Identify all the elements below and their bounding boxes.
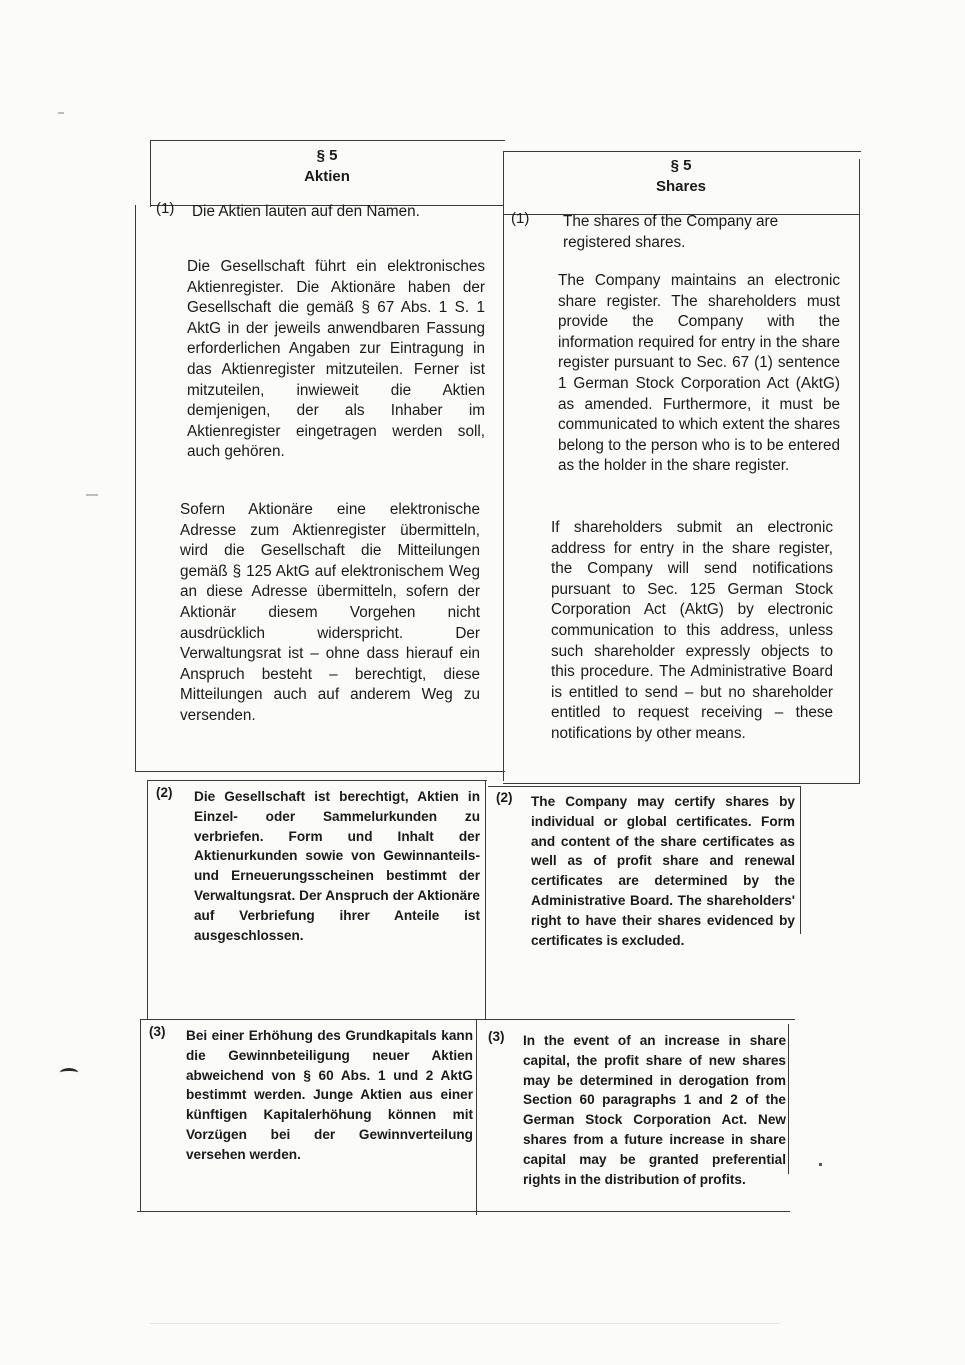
row3-german-number: (3)	[149, 1024, 166, 1039]
row2-german-paragraph: Die Gesellschaft ist berechtigt, Aktien in Einzel- oder Sammelurkunden zu verbriefen. Form und Inhalt der Aktienurkunden sowie von Gewinnanteils- und Erneuerungsscheinen bestimmt der Verwaltungsrat. Der Anspruch der Aktionäre auf Verbriefung ihrer Anteile ist ausgeschlossen.	[194, 789, 480, 943]
german-section-number: § 5	[316, 147, 338, 164]
row1-german-paragraph-1: Die Aktien lauten auf den Namen.	[192, 203, 420, 220]
row2-right-top-border	[488, 786, 800, 787]
table-top-border-right	[503, 151, 861, 152]
column-divider-row2	[485, 780, 486, 1020]
column-divider-row3	[476, 1019, 477, 1215]
english-section-header	[505, 155, 857, 197]
table-top-border-left	[150, 140, 505, 141]
row2-german-number: (2)	[156, 785, 173, 800]
row2-bottom-border	[140, 1019, 795, 1020]
row1-bottom-right	[503, 783, 860, 784]
row2-english-number: (2)	[496, 790, 513, 805]
row3-bottom-border	[137, 1211, 790, 1212]
table-left-border-row1	[135, 205, 136, 772]
row1-english-paragraph-1: The shares of the Company are registered shares.	[563, 213, 779, 251]
column-divider-row1	[503, 151, 504, 781]
scan-mark	[86, 494, 98, 496]
row1-english-paragraph-2: The Company maintains an electronic share register. The shareholders must provide the Company with the information required for entry in the share register pursuant to Sec. 67 (1) sentence 1 German Stock Corporation Act (AktG) as amended. Furthermore, it must be communicated to which extent the shares belong to the person who is to be entered as the holder in the share register.	[558, 272, 840, 475]
row3-english-number: (3)	[488, 1029, 505, 1044]
scan-mark	[60, 1068, 78, 1077]
row1-bottom-left	[135, 771, 505, 772]
scan-mark	[819, 1163, 822, 1166]
scan-mark	[58, 112, 64, 114]
german-section-title: Aktien	[304, 168, 350, 185]
row3-left-border	[140, 1019, 141, 1212]
scan-mark	[150, 1323, 780, 1324]
german-section-header	[152, 145, 502, 187]
row1-german-paragraph-2: Die Gesellschaft führt ein elektronisches Aktienregister. Die Aktionäre haben der Gesellschaft die gemäß § 67 Abs. 1 S. 1 AktG in der jeweils anwendbaren Fassung erforderlichen Angaben zur Eintragung in das Aktienregister mitzuteilen. Ferner ist mitzuteilen, inwieweit die Aktien demjenigen, der als Inhaber im Aktienregister eingetragen werden soll, auch gehören.	[187, 258, 485, 461]
row3-right-border	[788, 1024, 789, 1174]
row2-english-paragraph: The Company may certify shares by individual or global certificates. Form and content of the share certificates as well as of profit share and renewal certificates are determined by the Administrative Board. The shareholders' right to have their shares evidenced by certificates is excluded.	[531, 794, 795, 948]
row1-english-paragraph-3: If shareholders submit an electronic address for entry in the share register, the Company will send notifications pursuant to Sec. 125 German Stock Corporation Act (AktG) by electronic communication to this address, unless such shareholder expressly objects to this procedure. The Administrative Board is entitled to send – but no shareholder entitled to request receiving – these notifications by other means.	[551, 519, 833, 742]
row1-german-paragraph-3: Sofern Aktionäre eine elektronische Adresse zum Aktienregister übermitteln, wird die Gesellschaft die Mitteilungen gemäß § 125 AktG auf elektronischem Weg an diese Adresse übermitteln, sofern der Aktionär diesem Vorgehen nicht ausdrücklich widerspricht. Der Verwaltungsrat ist – ohne dass hierauf ein Anspruch besteht – berechtigt, diese Mitteilungen auch auf anderem Weg zu versenden.	[180, 501, 480, 724]
row1-english-number: (1)	[511, 210, 530, 227]
row2-top-border	[147, 780, 487, 781]
table-right-border-row1	[859, 159, 860, 784]
row1-german-number: (1)	[156, 200, 175, 217]
row2-left-border	[147, 780, 148, 1020]
row3-german-paragraph: Bei einer Erhöhung des Grundkapitals kann die Gewinnbeteiligung neuer Aktien abweichend von § 60 Abs. 1 und 2 AktG bestimmt werden. Junge Aktien aus einer künftigen Kapitalerhöhung können mit Vorzügen bei der Gewinnverteilung versehen werden.	[186, 1028, 473, 1162]
row3-english-paragraph: In the event of an increase in share capital, the profit share of new shares may be determined in derogation from Section 60 paragraphs 1 and 2 of the German Stock Corporation Act. New shares from a future increase in share capital may be granted preferential rights in the distribution of profits.	[523, 1033, 786, 1187]
english-section-title: Shares	[655, 178, 707, 195]
row2-right-border	[800, 786, 801, 934]
english-section-number: § 5	[670, 157, 692, 174]
